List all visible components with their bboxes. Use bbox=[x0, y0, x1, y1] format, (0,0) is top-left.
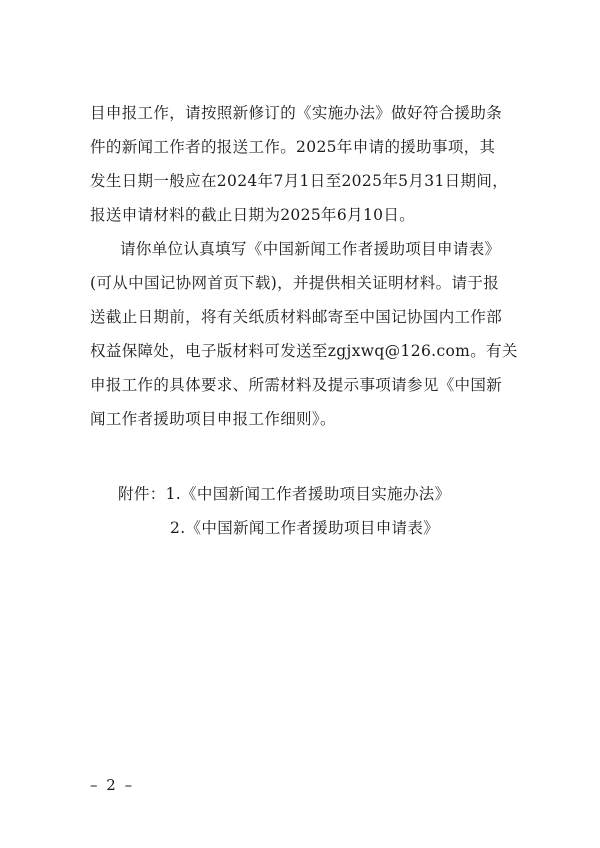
text-line: 闻工作者援助项目申报工作细则》。 bbox=[90, 410, 336, 428]
text-line: 送截止日期前，将有关纸质材料邮寄至中国记协国内工作部 bbox=[90, 308, 503, 326]
text-line: (可从中国记协网首页下载)，并提供相关证明材料。请于报 bbox=[90, 274, 500, 292]
text-line: 件的新闻工作者的报送工作。2025年申请的援助事项，其 bbox=[90, 138, 496, 156]
text-line: 发生日期一般应在2024年7月1日至2025年5月31日期间， bbox=[90, 172, 509, 190]
text-line: 目申报工作，请按照新修订的《实施办法》做好符合援助条 bbox=[90, 104, 503, 122]
attachment-item-2: 2.《中国新闻工作者援助项目申请表》 bbox=[170, 519, 440, 537]
attachment-item-1 bbox=[118, 484, 558, 504]
text-line: 请你单位认真填写《中国新闻工作者援助项目申请表》 bbox=[120, 240, 501, 258]
text-line: 报送申请材料的截止日期为2025年6月10日。 bbox=[90, 206, 416, 224]
page-number: – 2 – bbox=[90, 776, 135, 794]
attachment-title: 1.《中国新闻工作者援助项目实施办法》 bbox=[165, 485, 451, 503]
attachments-label: 附件： bbox=[118, 485, 166, 503]
text-line: 权益保障处，电子版材料可发送至zgjxwq@126.com。有关 bbox=[90, 342, 518, 360]
text-line: 申报工作的具体要求、所需材料及提示事项请参见《中国新 bbox=[90, 376, 503, 394]
